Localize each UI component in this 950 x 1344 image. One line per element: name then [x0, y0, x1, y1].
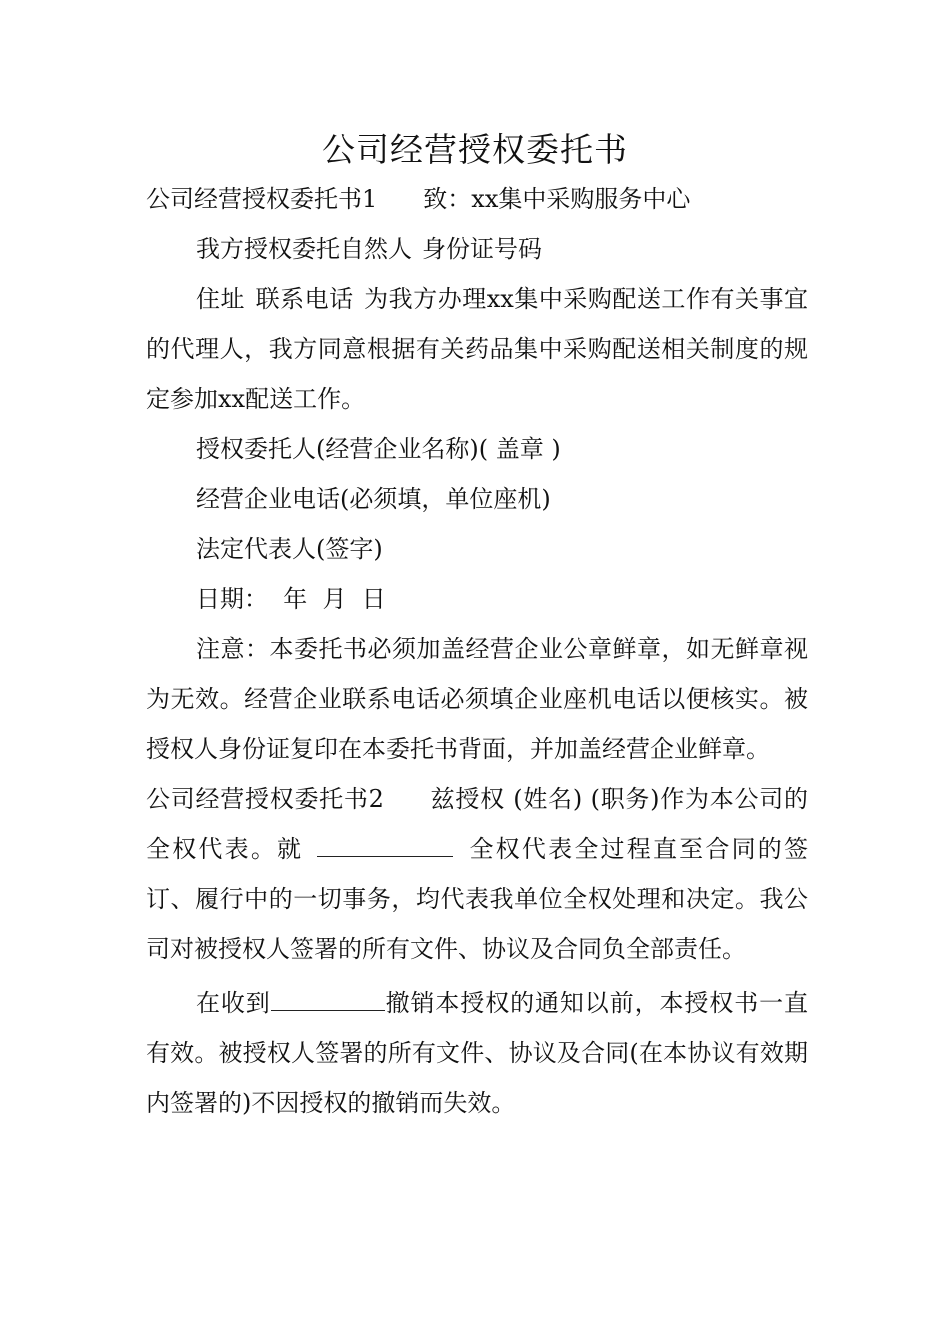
entrust-paragraph: 我方授权委托自然人 身份证号码 — [196, 235, 542, 263]
section2-heading: 公司经营授权委托书2 — [146, 785, 384, 813]
section1-heading: 公司经营授权委托书1 — [146, 185, 378, 213]
date-line: 日期： 年 月 日 — [196, 585, 386, 613]
document-body — [146, 174, 808, 1128]
legal-representative-line: 法定代表人(签字) — [196, 535, 383, 563]
section2-paragraph-1: 公司经营授权委托书2 兹授权 (姓名) (职务)作为本公司的全权代表。就 全权代表全过程直至合同的签订、履行中的一切事务，均代表我单位全权处理和决定。我公司对被授权人签署的所有文件、协议及合同负全部责任。 — [146, 785, 809, 963]
addressee: 致：xx集中采购服务中心 — [423, 185, 691, 213]
section1-heading-line — [146, 174, 808, 224]
blank-underline — [271, 980, 385, 1011]
note-paragraph: 注意：本委托书必须加盖经营企业公章鲜章，如无鲜章视为无效。经营企业联系电话必须填企业座机电话以便核实。被授权人身份证复印在本委托书背面，并加盖经营企业鲜章。 — [146, 635, 808, 763]
principal-line: 授权委托人(经营企业名称)( 盖章 ) — [196, 435, 561, 463]
address-paragraph: 住址 联系电话 为我方办理xx集中采购配送工作有关事宜的代理人，我方同意根据有关药品集中采购配送相关制度的规定参加xx配送工作。 — [146, 285, 809, 413]
company-phone-line: 经营企业电话(必须填，单位座机) — [196, 485, 551, 513]
document-title: 公司经营授权委托书 — [322, 130, 628, 169]
blank-underline — [317, 826, 453, 857]
section2-paragraph-2: 在收到 撤销本授权的通知以前，本授权书一直有效。被授权人签署的所有文件、协议及合同(在本协议有效期内签署的)不因授权的撤销而失效。 — [146, 978, 808, 1128]
